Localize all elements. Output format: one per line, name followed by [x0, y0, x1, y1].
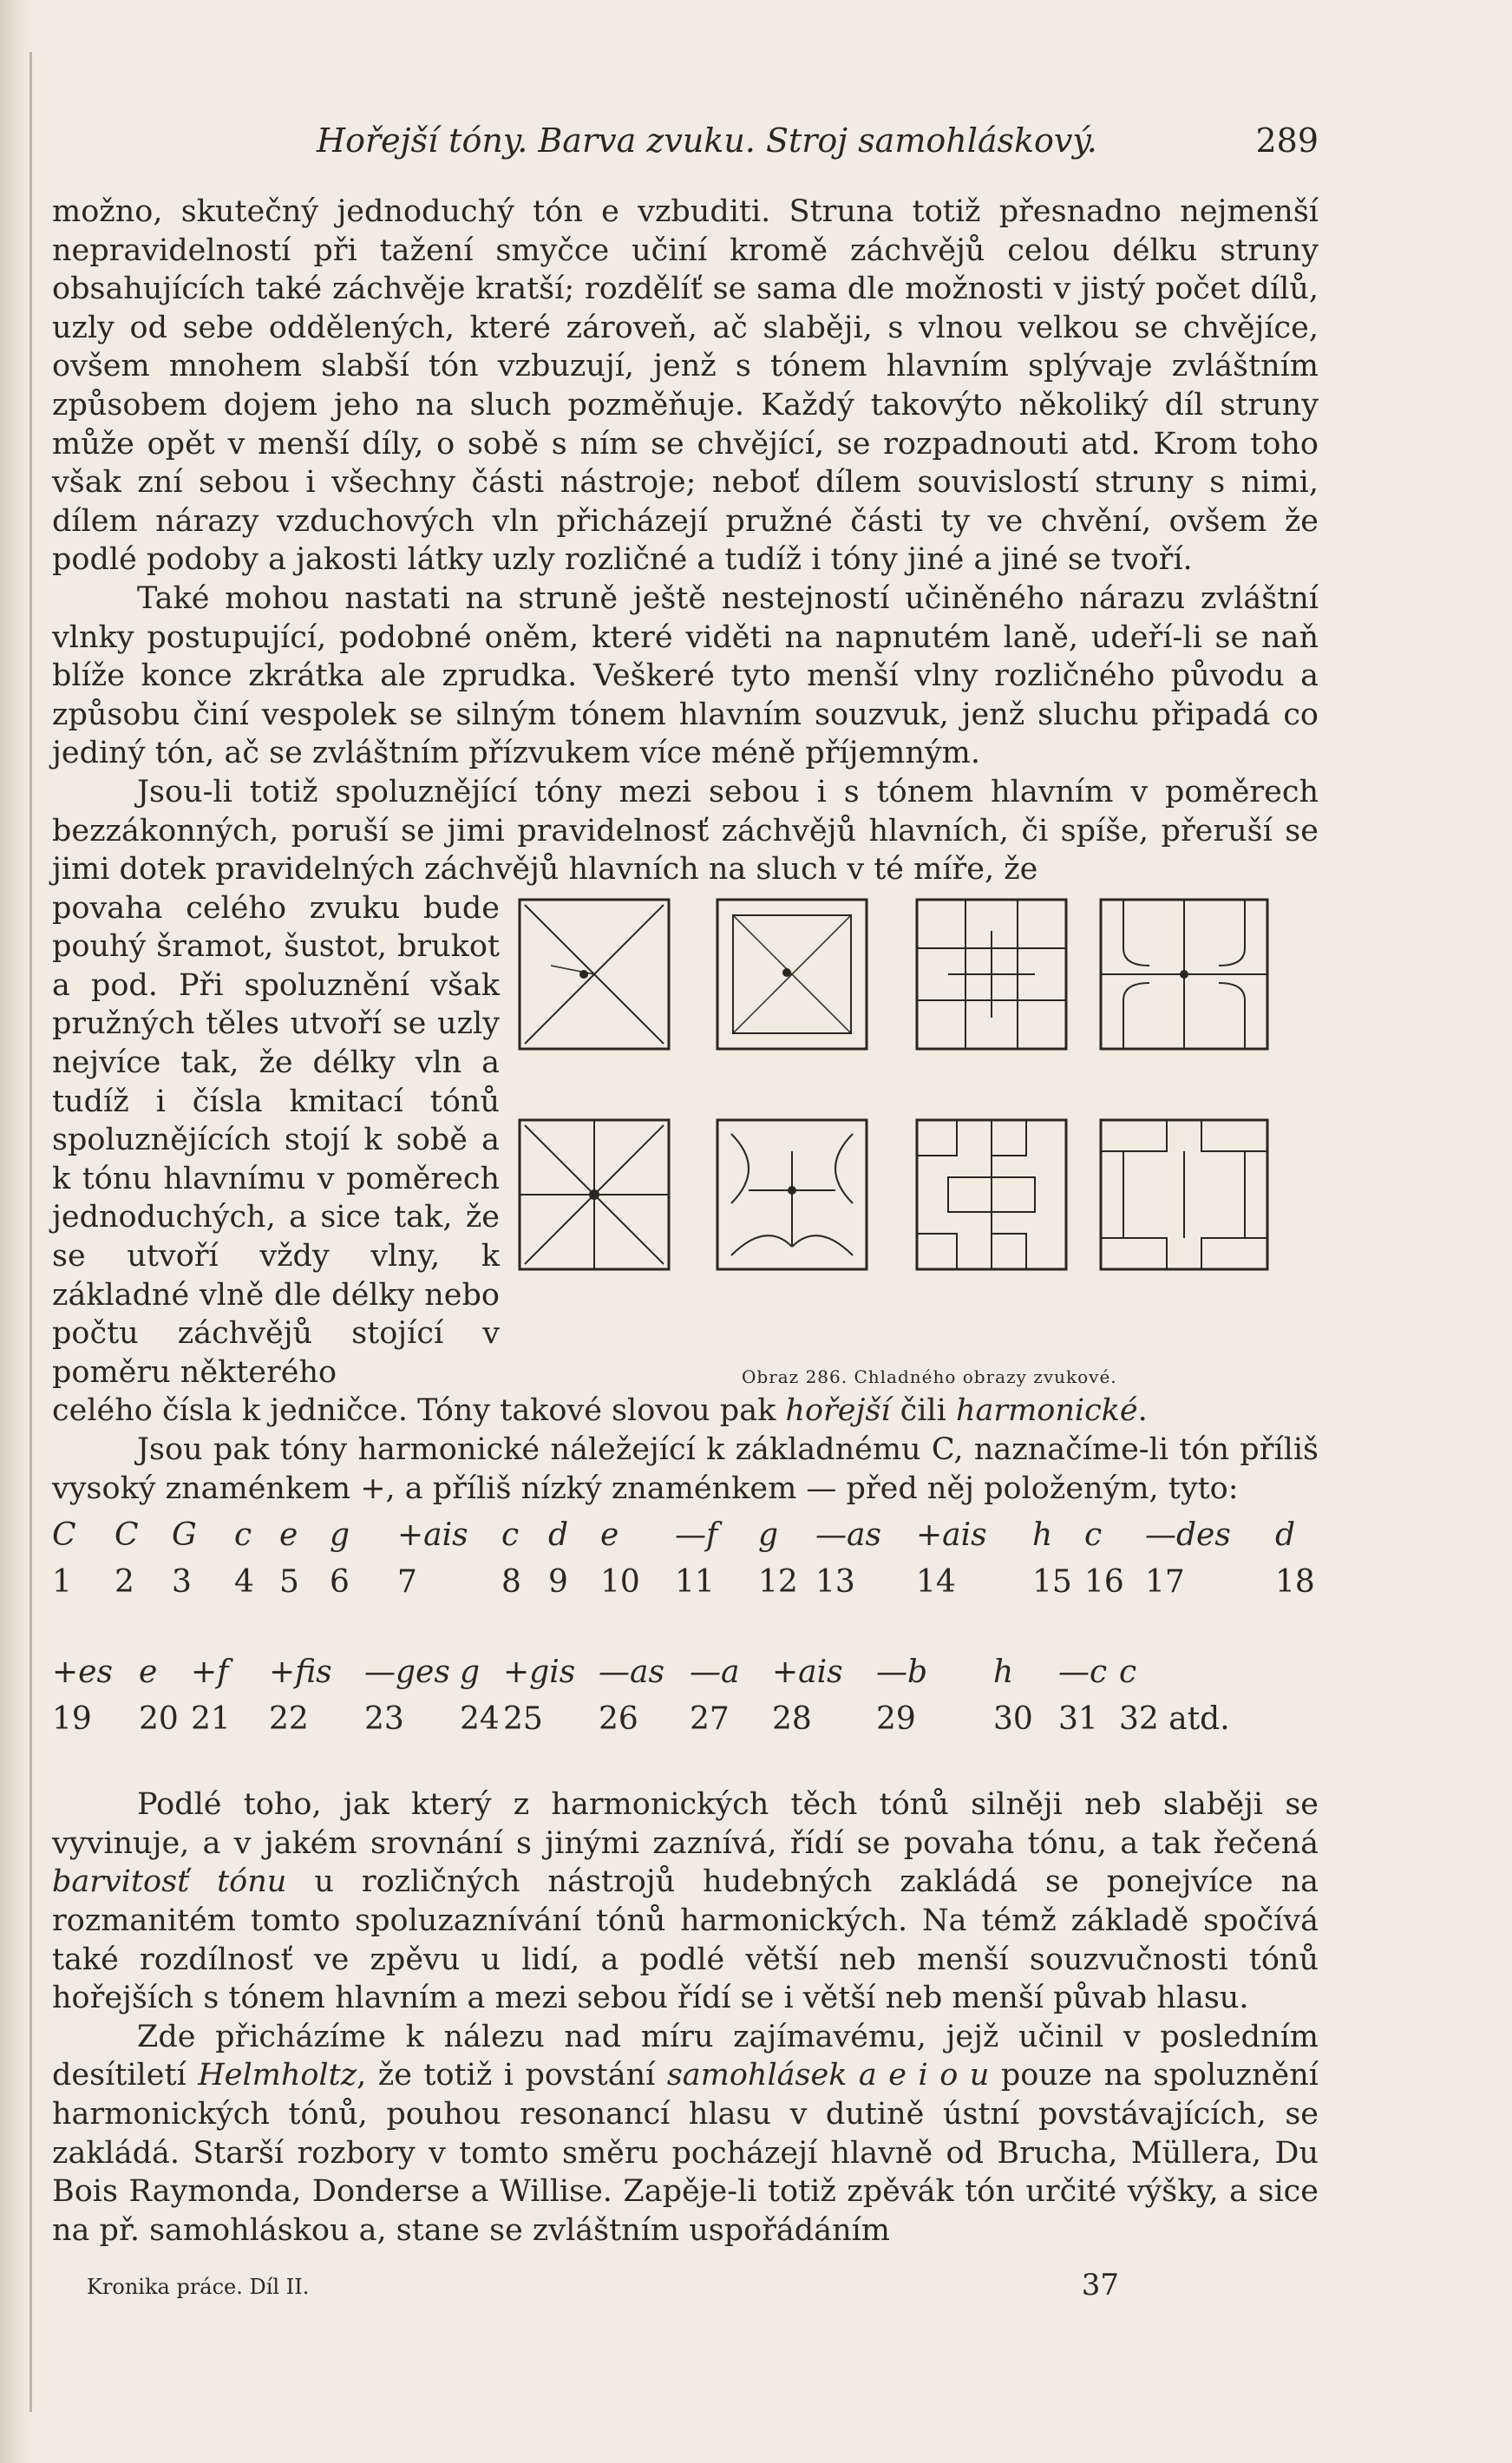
chladni-figure	[507, 891, 1340, 1387]
scale-number-18: 18	[1275, 1564, 1315, 1601]
page-number: 289	[1255, 121, 1319, 160]
scale-tone-b-2: e	[139, 1654, 158, 1691]
header-title: Hořejší tóny. Barva zvuku. Stroj samohláskový.	[317, 121, 1097, 160]
paragraph-2: Také mohou nastati na struně ještě nestejností učiněného nárazu zvláštní vlnky postupující, podobné oněm, které viděti na napnutém laně, udeří-li se naň blíže konce zkrátka ale zprudka. Veškeré tyto menší vlny rozličného původu a způsobu činí vespolek se silným tónem hlavním souzvuk, jenž sluchu připadá co jediný tón, ač se zvláštním přízvukem více méně příjemným.	[52, 580, 1319, 771]
chladni-pattern-6	[714, 1117, 870, 1273]
scale-number-b-4: 22	[269, 1701, 309, 1738]
scale-number-15: 15	[1032, 1564, 1072, 1601]
scale-number-7: 7	[397, 1564, 417, 1601]
scale-number-11: 11	[675, 1564, 715, 1601]
scale-tone-b-4: +fis	[269, 1654, 332, 1691]
scale-number-b-1: 19	[52, 1701, 92, 1738]
scale-tone-b-9: —a	[690, 1654, 740, 1691]
footer-sheet-number: 37	[1081, 2268, 1119, 2303]
harmonic-scale	[52, 1508, 1319, 1785]
scale-number-12: 12	[758, 1564, 798, 1601]
chladni-pattern-5	[516, 1117, 672, 1273]
chladni-pattern-1	[516, 896, 672, 1052]
scale-number-b-11: 29	[876, 1701, 916, 1738]
scale-tone-15: h	[1032, 1517, 1053, 1554]
body-text	[52, 193, 1319, 2250]
scale-number-b-8: 26	[599, 1701, 638, 1738]
scale-number-4: 4	[234, 1564, 254, 1601]
binding-rule	[29, 52, 32, 2412]
scale-number-b-6: 24	[460, 1701, 500, 1738]
scale-tone-9: d	[548, 1517, 569, 1554]
scale-number-8: 8	[501, 1564, 521, 1601]
scale-number-b-5: 23	[364, 1701, 404, 1738]
scale-tone-14: +ais	[916, 1517, 987, 1554]
scale-number-b-12: 30	[993, 1701, 1033, 1738]
scale-tone-6: g	[330, 1517, 350, 1554]
figure-wrap-block	[52, 889, 1319, 1392]
scale-tone-b-1: +es	[52, 1654, 113, 1691]
scale-number-6: 6	[330, 1564, 350, 1601]
scale-number-17: 17	[1145, 1564, 1185, 1601]
chladni-pattern-3	[913, 896, 1070, 1052]
scale-number-16: 16	[1084, 1564, 1124, 1601]
scale-tone-2: C	[115, 1517, 139, 1554]
scale-tone-1: C	[52, 1517, 76, 1554]
scale-number-14: 14	[916, 1564, 956, 1601]
scale-number-b-2: 20	[139, 1701, 179, 1738]
scale-number-b-7: 25	[503, 1701, 543, 1738]
scale-number-2: 2	[115, 1564, 134, 1601]
figure-caption: Obraz 286. Chladného obrazy zvukové.	[742, 1366, 1117, 1387]
scale-tone-16: c	[1084, 1517, 1103, 1554]
scale-number-b-3: 21	[191, 1701, 231, 1738]
scale-tone-b-7: +gis	[503, 1654, 576, 1691]
chladni-pattern-2	[714, 896, 870, 1052]
scale-number-b-10: 28	[772, 1701, 812, 1738]
scale-number-10: 10	[600, 1564, 640, 1601]
scale-tone-5: e	[279, 1517, 298, 1554]
paragraph-6: Zde přicházíme k nálezu nad míru zajímavému, jejž učinil v posledním desítiletí Helmholtz, že totiž i povstání samohlásek a e i o u pouze na spoluznění harmonických tónů, pouhou resonancí hlasu v dutině ústní povstávajících, se zakládá. Starší rozbory v tomto směru pocházejí hlavně od Brucha, Müllera, Du Bois Raymonda, Donderse a Willise. Zapěje-li totiž zpěvák tón určité výšky, a sice na př. samohláskou a, stane se zvláštním uspořádáním	[52, 2019, 1319, 2248]
scale-tone-b-8: —as	[599, 1654, 664, 1691]
scale-tone-17: —des	[1145, 1517, 1231, 1554]
scale-number-b-13: 31	[1058, 1701, 1098, 1738]
scale-number-b-9: 27	[690, 1701, 730, 1738]
scale-tone-b-6: g	[460, 1654, 481, 1691]
paragraph-4: Jsou pak tóny harmonické náležející k základnému C, naznačíme-li tón příliš vysoký znaménkem +, a příliš nízký znaménkem — před něj položeným, tyto:	[52, 1432, 1319, 1506]
scale-tone-b-11: —b	[876, 1654, 928, 1691]
scale-number-3: 3	[172, 1564, 192, 1601]
scale-tone-12: g	[758, 1517, 779, 1554]
scale-tone-b-13: —c	[1058, 1654, 1108, 1691]
scale-tone-10: e	[600, 1517, 619, 1554]
scale-tone-13: —as	[815, 1517, 881, 1554]
chladni-pattern-7	[913, 1117, 1070, 1273]
chladni-pattern-4	[1097, 896, 1271, 1052]
scale-number-5: 5	[279, 1564, 299, 1601]
scale-tone-18: d	[1275, 1517, 1296, 1554]
scale-tone-b-14: c	[1119, 1654, 1137, 1691]
footer-signature: Kronika práce. Díl II.	[87, 2275, 310, 2299]
scale-tone-b-3: +f	[191, 1654, 229, 1691]
scale-tone-b-12: h	[993, 1654, 1014, 1691]
chladni-pattern-8	[1097, 1117, 1271, 1273]
paragraph-5: Podlé toho, jak který z harmonických těch tónů silněji neb slaběji se vyvinuje, a v jakém srovnání s jinými zaznívá, řídí se povaha tónu, a tak řečená barvitosť tónu u rozličných nástrojů hudebných zakládá se ponejvíce na rozmanitém tomto spoluzaznívání tónů harmonických. Na témž základě spočívá také rozdílnosť ve zpěvu u lidí, a podlé větší neb menší souzvučnosti tónů hořejších s tónem hlavním a mezi sebou řídí se i větší neb menší půvab hlasu.	[52, 1787, 1319, 2016]
scale-number-9: 9	[548, 1564, 568, 1601]
scale-tone-b-10: +ais	[772, 1654, 843, 1691]
paragraph-3-wrapped: povaha celého zvuku bude pouhý šramot, šustot, brukot a pod. Při spoluznění však pružných těles utvoří se uzly nejvíce tak, že délky vln a tudíž i čísla kmitací tónů spoluznějících stojí k sobě a k tónu hlavnímu v poměrech jednoduchých, a sice tak, že se utvoří vždy vlny, k základné vlně dle délky nebo počtu záchvějů stojící v poměru některého	[52, 890, 500, 1390]
paragraph-1: možno, skutečný jednoduchý tón e vzbuditi. Struna totiž přesnadno nejmenší nepravidelností při tažení smyčce učiní kromě záchvějů celou délku struny obsahujících také záchvěje kratší; rozdělíť se sama dle možnosti v jistý počet dílů, uzly od sebe oddělených, které zároveň, ač slaběji, s vlnou velkou se chvějíce, ovšem mnohem slabší tón vzbuzují, jenž s tónem hlavním splývaje zvláštním způsobem dojem jeho na sluch pozměňuje. Každý takovýto několiký díl struny může opět v menší díly, o sobě s ním se chvějící, se rozpadnouti atd. Krom toho však zní sebou i všechny části nástroje; neboť dílem souvislostí struny s nimi, dílem nárazy vzduchových vln přicházejí pružné části ty ve chvění, ovšem že podlé podoby a jakosti látky uzly rozličné a tudíž i tóny jiné a jiné se tvoří.	[52, 194, 1319, 578]
paragraph-3: Jsou-li totiž spoluznějící tóny mezi sebou i s tónem hlavním v poměrech bezzákonných, poruší se jimi pravidelnosť záchvějů hlavních, či spíše, přeruší se jimi dotek pravidelných záchvějů hlavních na sluch v té míře, že	[52, 774, 1319, 888]
scale-tone-8: c	[501, 1517, 520, 1554]
scale-tone-4: c	[234, 1517, 252, 1554]
scale-number-b-14: 32 atd.	[1119, 1701, 1230, 1738]
scale-tone-b-5: —ges	[364, 1654, 450, 1691]
scale-tone-11: —f	[675, 1517, 718, 1554]
scale-tone-3: G	[172, 1517, 197, 1554]
scale-number-1: 1	[52, 1564, 72, 1601]
scale-tone-7: +ais	[397, 1517, 468, 1554]
paragraph-3-end: celého čísla k jedničce. Tóny takové slovou pak hořejší čili harmonické.	[52, 1393, 1148, 1429]
scale-number-13: 13	[815, 1564, 855, 1601]
